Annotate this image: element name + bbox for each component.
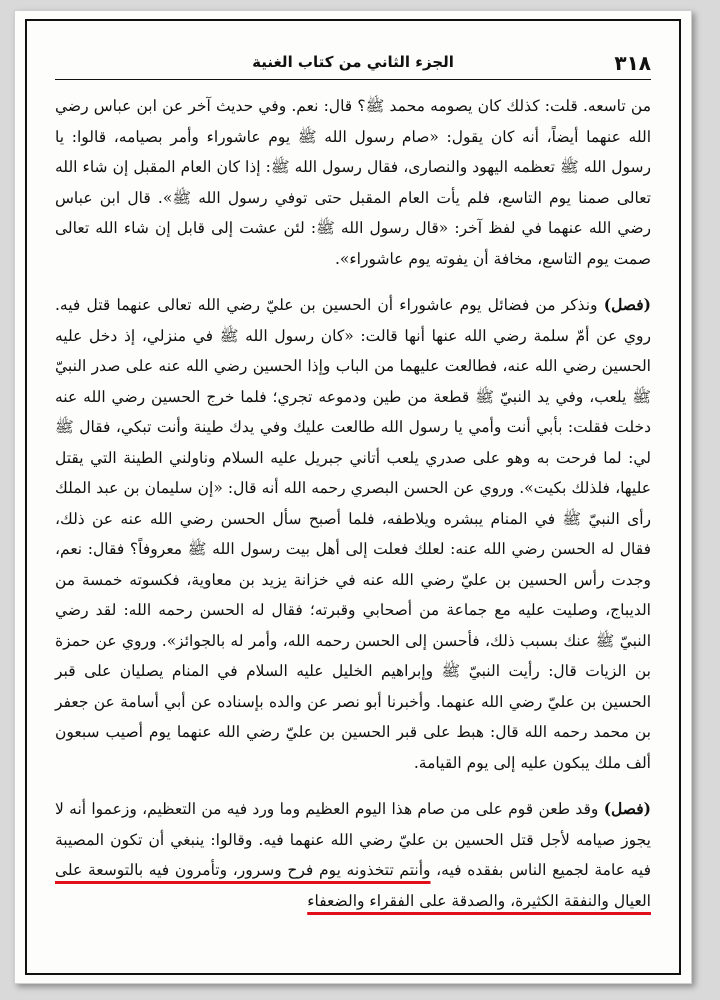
page-header [55, 51, 651, 80]
book-page [14, 10, 692, 984]
highlighted-text: وأنتم تتخذونه يوم فرح وسرور، وتأمرون فيه بالتوسعة على العيال والنفقة الكثيرة، والصدقة على الفقراء والضعفاء [55, 861, 651, 910]
body-text [55, 91, 651, 932]
paragraph-text: وقد طعن قوم على من صام هذا اليوم العظيم وما ورد فيه من التعظيم، وزعموا أنه لا يجوز صيامه لأجل قتل الحسين بن عليّ رضي الله عنهما فيه. وقالوا: ينبغي أن تكون المصيبة فيه عامة لجميع الناس بفقده فيه، [55, 800, 651, 879]
paragraph-1 [55, 91, 651, 274]
section-label: (فصل) [603, 799, 651, 818]
paragraph-2 [55, 290, 651, 778]
paragraph-text: من تاسعه. قلت: كذلك كان يصومه محمد ﷺ؟ قال: نعم. وفي حديث آخر عن ابن عباس رضي الله عنهما أيضاً، أنه كان يقول: «صام رسول الله ﷺ يوم عاشوراء وأمر بصيامه، قالوا: يا رسول الله ﷺ تعظمه اليهود والنصارى، فقال رسول الله ﷺ: إذا كان العام المقبل إن شاء الله تعالى صمنا يوم التاسع، فلم يأت العام المقبل حتى توفي رسول الله ﷺ». قال ابن عباس رضي الله عنهما في لفظ آخر: «قال رسول الله ﷺ: لئن عشت إلى قابل إن شاء الله تعالى صمت يوم التاسع، مخافة أن يفوته يوم عاشوراء». [55, 97, 651, 268]
section-label: (فصل) [603, 295, 651, 314]
running-title: الجزء الثاني من كتاب الغنية [252, 53, 454, 71]
page-number: ٣١٨ [614, 51, 651, 75]
paragraph-text: ونذكر من فضائل يوم عاشوراء أن الحسين بن عليّ رضي الله تعالى عنهما قتل فيه. روي عن أمّ سلمة رضي الله عنها أنها قالت: «كان رسول الله ﷺ في منزلي، إذ دخل عليه الحسين رضي الله عنه، فطالعت عليهما من الباب وإذا الحسين رضي الله عنه على صدر النبيّ ﷺ يلعب، وفي يد النبيّ ﷺ قطعة من طين ودموعه تجري؛ فلما خرج الحسين رضي الله عنه دخلت فقلت: بأبي أنت وأمي يا رسول الله طالعت عليك وفي يدك طينة وأنت تبكي، فقال ﷺ لي: لما فرحت به وهو على صدري يلعب أتاني جبريل عليه السلام وناولني الطينة التي يقتل عليها، فلذلك بكيت». وروي عن الحسن البصري رحمه الله أنه قال: «إن سليمان بن عبد الملك رأى النبيّ ﷺ في المنام يبشره ويلاطفه، فلما أصبح سأل الحسن رضي الله عنه عن ذلك، فقال له الحسن رضي الله عنه: لعلك فعلت إلى أهل بيت رسول الله ﷺ معروفاً؟ فقال: نعم، وجدت رأس الحسين بن عليّ رضي الله عنه في خزانة يزيد بن معاوية، فكسوته خمسة من الديباج، وصليت عليه مع جماعة من أصحابي وقبرته؛ فقال له الحسن رحمه الله: لقد رضي النبيّ ﷺ عنك بسبب ذلك، فأحسن إلى الحسن رحمه الله، وأمر له بالجوائز». وروي عن حمزة بن الزيات قال: رأيت النبيّ ﷺ وإبراهيم الخليل عليه السلام في المنام يصليان على قبر الحسين بن عليّ رضي الله عنهما. وأخبرنا أبو نصر عن والده بإسناده عن أبي أسامة عن جعفر بن محمد رحمه الله قال: هبط على قبر الحسين بن عليّ رضي الله عنهما يوم أصيب سبعون ألف ملك يبكون عليه إلى يوم القيامة. [55, 296, 651, 772]
paragraph-3 [55, 794, 651, 916]
